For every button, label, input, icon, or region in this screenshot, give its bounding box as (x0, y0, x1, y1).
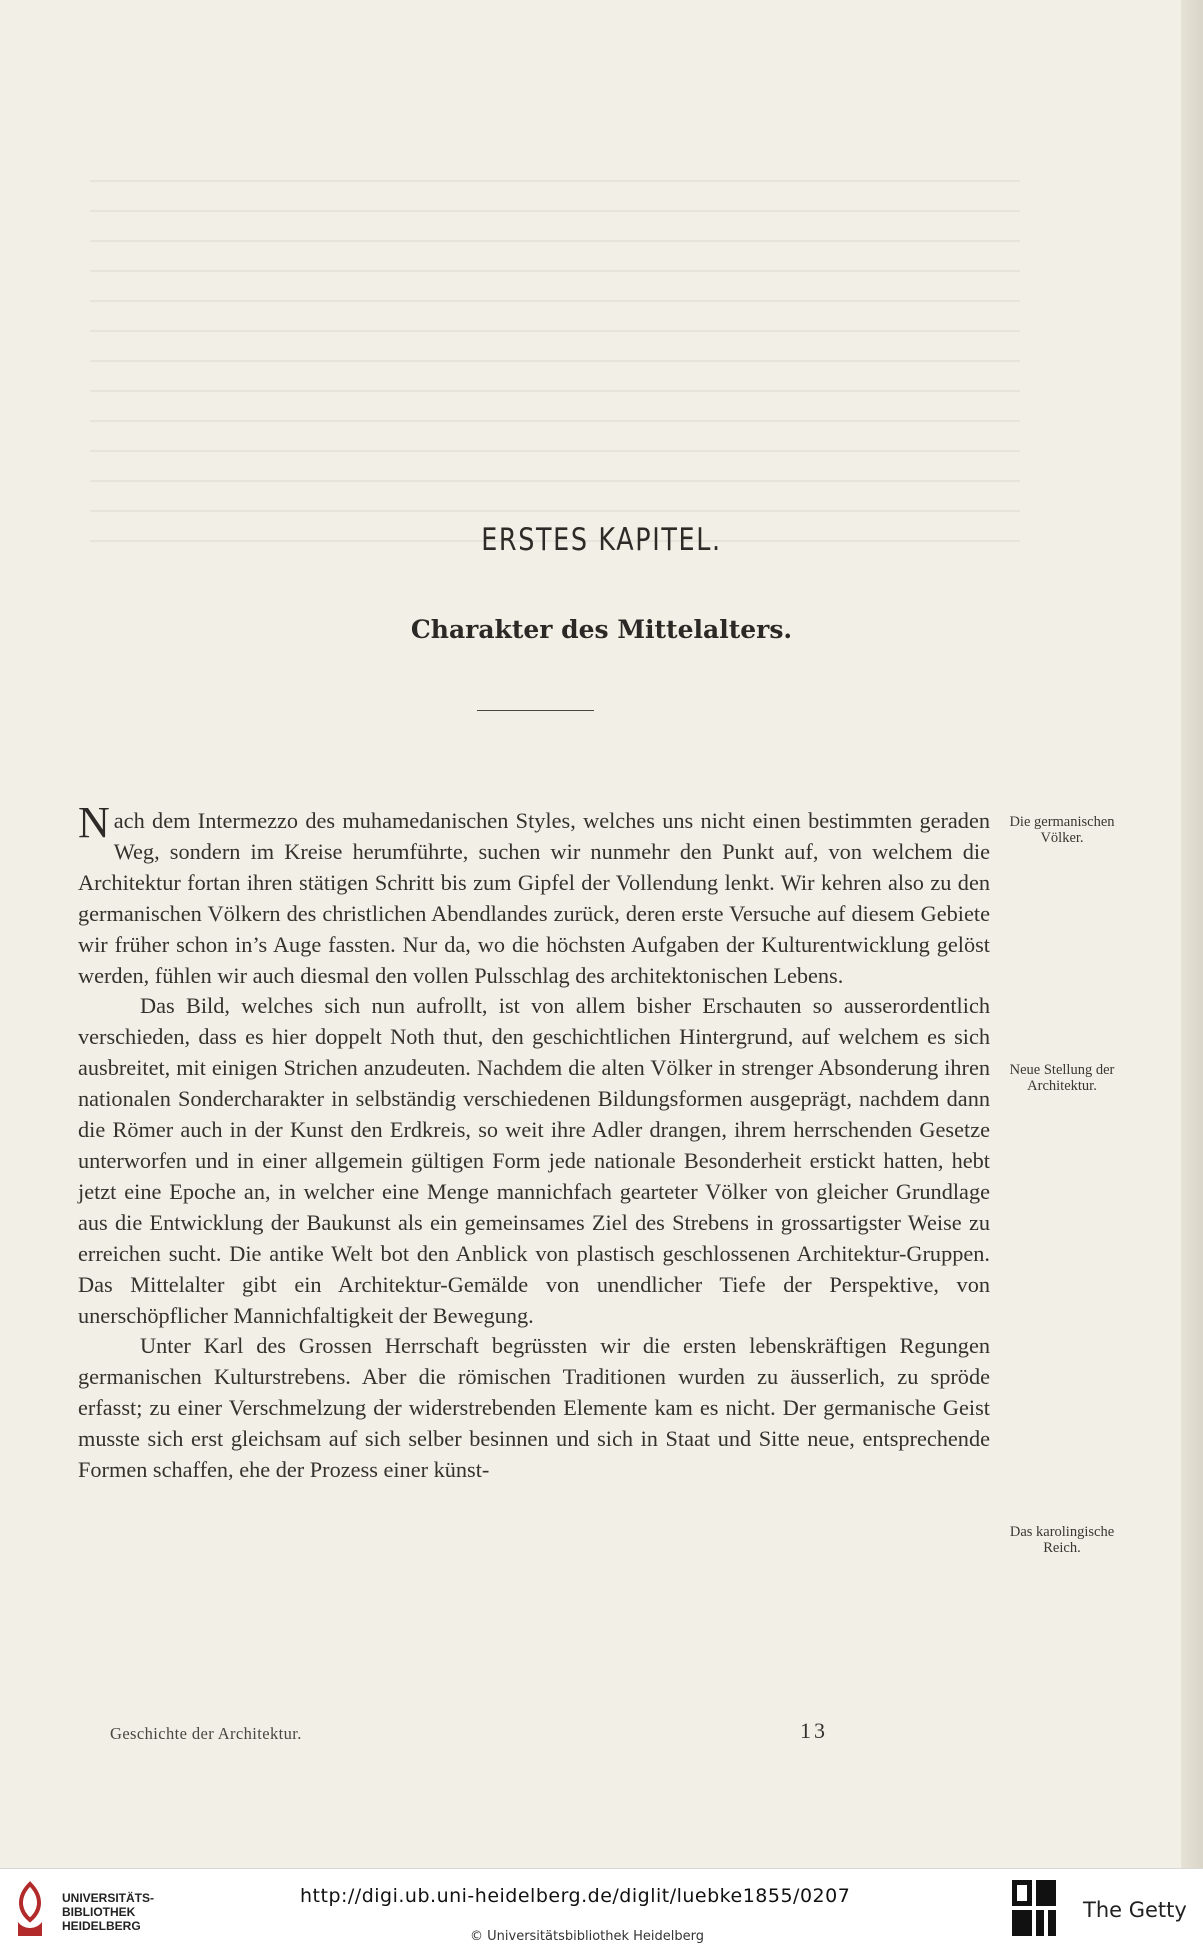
bleed-through-texture (90, 180, 1020, 560)
paragraph-1 (78, 798, 990, 991)
permalink-url[interactable]: http://digi.ub.uni-heidelberg.de/diglit/luebke1855/0207 (300, 1885, 851, 1907)
institution-line-3: HEIDELBERG (62, 1919, 141, 1933)
university-library-logo-icon[interactable] (10, 1880, 50, 1940)
chapter-subtitle: Charakter des Mittelalters. (410, 615, 793, 644)
institution-line-1: UNIVERSITÄTS- (62, 1891, 155, 1905)
getty-logo-icon[interactable] (1012, 1880, 1058, 1940)
margin-note-architecture: Neue Stellung der Architektur. (1009, 1062, 1115, 1094)
chapter-heading: ERSTES KAPITEL. (481, 522, 722, 558)
copyright-notice: © Universitätsbibliothek Heidelberg (470, 1929, 705, 1944)
paragraph-2: Das Bild, welches sich nun aufrollt, ist von allem bisher Erschauten so ausserordentlich verschieden, dass es hier doppelt Noth thut, den geschichtlichen Hintergrund, auf welchem es sich ausbreitet, mit einigen Strichen anzudeuten. Nachdem die alten Völker in strenger Absonderung ihren nationalen Sondercharakter in selbständig verschiedenen Bildungsformen ausgeprägt, nachdem dann die Römer auch in der Kunst den Erdkreis, so weit ihre Adler drangen, ihrem herrschenden Gesetze unterworfen und in einer allgemein gültigen Form jede nationale Besonderheit erstickt hatten, hebt jetzt eine Epoche an, in welcher eine Menge mannichfach gearteter Völker von gleicher Grundlage aus die Entwicklung der Baukunst als ein gemeinsames Ziel des Strebens in grossartigster Weise zu erreichen sucht. Die antike Welt bot den Anblick von plastisch geschlossenen Architektur-Gruppen. Das Mittelalter gibt ein Architektur-Gemälde von unendlicher Tiefe der Perspektive, von unerschöpflicher Mannichfaltigkeit der Bewegung. (78, 993, 990, 1328)
institution-name (62, 1891, 154, 1933)
page-number: 13 (800, 1718, 828, 1743)
drop-cap: N (78, 798, 110, 847)
margin-note-germanic-peoples: Die germanischen Völker. (1009, 814, 1115, 846)
footer-source: Geschichte der Architektur. (110, 1724, 302, 1743)
margin-note-carolingian: Das karolingische Reich. (1009, 1524, 1115, 1556)
getty-name: The Getty (1083, 1898, 1187, 1922)
section-rule (477, 710, 594, 711)
paragraph-3: Unter Karl des Grossen Herrschaft begrüssten wir die ersten lebenskräftigen Regungen germanischen Kulturstrebens. Aber die römischen Traditionen wurden zu äusserlich, zu spröde erfasst; zu einer Verschmelzung der widerstrebenden Elemente kam es nicht. Der germanische Geist musste sich erst gleichsam auf sich selber besinnen und sich in Staat und Sitte neue, entsprechende Formen schaffen, ehe der Prozess einer künst- (78, 1333, 990, 1483)
institution-line-2: BIBLIOTHEK (62, 1905, 136, 1919)
page-edge (1181, 0, 1203, 1868)
paragraph-1-text: ach dem Intermezzo des muhamedanischen Styles, welches uns nicht einen bestimmten geraden Weg, sondern im Kreise herumführte, suchen wir nunmehr den Punkt auf, von welchem die Architektur fortan ihren stätigen Schritt bis zum Gipfel der Vollendung lenkt. Wir kehren also zu den germanischen Völkern des christlichen Abendlandes zurück, deren erste Versuche auf diesem Gebiete wir früher schon in’s Auge fassten. Nur da, wo die höchsten Aufgaben der Kulturentwicklung gelöst werden, fühlen wir auch diesmal den vollen Pulsschlag des architektonischen Lebens. (78, 808, 990, 988)
body-text (78, 798, 990, 1486)
